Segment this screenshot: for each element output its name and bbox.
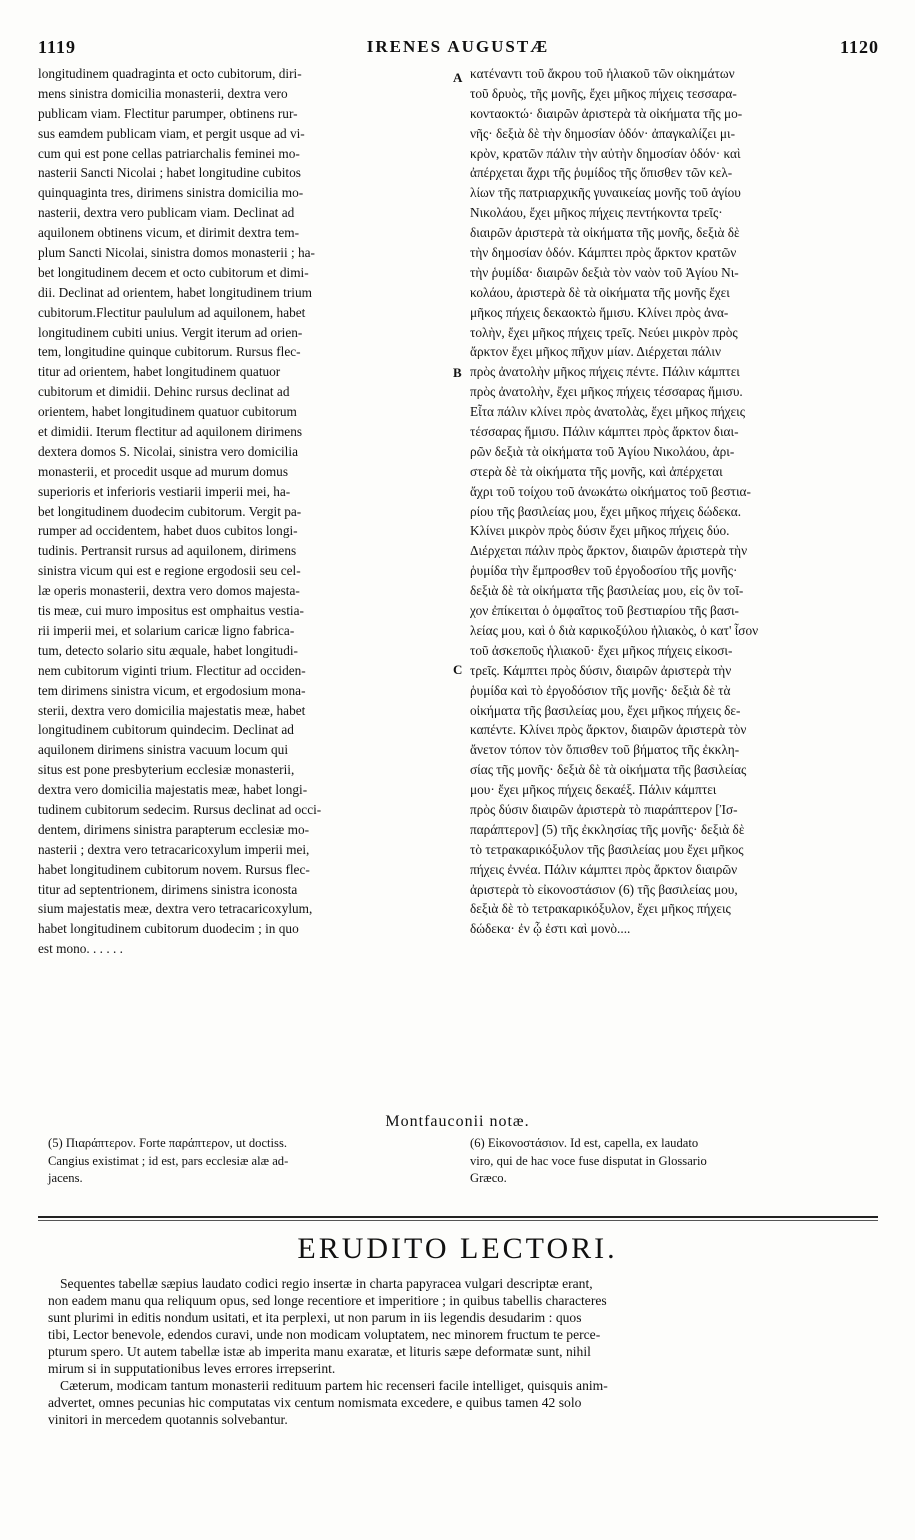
- footnote-line: Cangius existimat ; id est, pars ecclesiæ alæ ad-: [48, 1153, 289, 1168]
- greek-text-line: τὸ τετρακαρικόξυλον τῆς βασιλείας μου ἔχει μῆκος: [470, 841, 744, 857]
- footnote-line: viro, qui de hac voce fuse disputat in Glossario: [470, 1153, 707, 1168]
- latin-text-line: læ operis monasterii, dextra vero domos majesta-: [38, 583, 300, 599]
- latin-text-line: publicam viam. Flectitur parumper, obtinens rur-: [38, 105, 298, 121]
- latin-text-line: sus eamdem publicam viam, et pergit usque ad vi-: [38, 125, 305, 141]
- latin-text-line: tem dirimens sinistra vicum, et ergodosium mona-: [38, 682, 306, 698]
- greek-text-line: Κλίνει μικρὸν πρὸς δύσιν ἔχει μῆκος πήχεις δύο.: [470, 523, 730, 539]
- latin-text-line: et dimidii. Iterum flectitur ad aquilonem dirimens: [38, 424, 303, 440]
- latin-text-line: tem, longitudine quinque cubitorum. Rursus flec-: [38, 344, 301, 360]
- greek-text-line: ρῶν δεξιὰ τὰ οἰκήματα τοῦ Ἁγίου Νικολάου, ἀρι-: [470, 443, 735, 459]
- latin-text-line: longitudinem cubitorum quindecim. Declinat ad: [38, 722, 294, 738]
- latin-text-line: sium majestatis meæ, dextra vero tetracaricoxylum,: [38, 901, 313, 917]
- paragraph-line: Cæterum, modicam tantum monasterii redituum partem hic recenseri facile intelliget, quisquis anim-: [60, 1378, 608, 1393]
- latin-text-line: plum Sancti Nicolai, sinistra domos monasterii ; ha-: [38, 245, 315, 261]
- greek-text-line: ἄχρι τοῦ τοίχου τοῦ ἀνωκάτω οἰκήματος τοῦ βεστια-: [470, 483, 751, 499]
- latin-text-line: longitudinem cubiti unius. Vergit iterum ad orien-: [38, 324, 303, 340]
- latin-text-line: nasterii ; dextra vero tetracaricoxylum imperii mei,: [38, 841, 310, 857]
- paragraph-line: pturum spero. Ut autem tabellæ istæ ab imperita manu exaratæ, et lituris sæpe deformatæ sunt, nihil: [48, 1344, 591, 1359]
- latin-text-line: longitudinem quadraginta et octo cubitorum, diri-: [38, 66, 302, 81]
- greek-text-line: τοῦ ἀσκεποῦς ἡλιακοῦ· ἔχει μῆκος πήχεις εἰκοσι-: [470, 642, 733, 658]
- latin-text-line: est mono. . . . . .: [38, 941, 123, 957]
- greek-text-line: τοῦ δρυὸς, τῆς μονῆς, ἔχει μῆκος πήχεις τεσσαρα-: [470, 85, 737, 101]
- section-marker-c: C: [453, 662, 463, 677]
- section-marker-a: A: [453, 70, 463, 85]
- latin-text-line: rumper ad occidentem, habet duos cubitos longi-: [38, 523, 298, 539]
- footnote-line: jacens.: [48, 1171, 83, 1185]
- erudito-lectori-body: [48, 1275, 878, 1428]
- greek-text-line: τὴν ῥυμίδα· διαιρῶν δεξιὰ τὸν ναὸν τοῦ Ἁγίου Νι-: [470, 264, 739, 280]
- notes-heading: Montfauconii notæ.: [385, 1113, 530, 1130]
- running-title: IRENES AUGUSTÆ: [366, 37, 550, 56]
- greek-text-line: ῥυμίδα καὶ τὸ ἐργοδόσιον τῆς μονῆς· δεξιὰ δὲ τὰ: [470, 682, 731, 698]
- footnote-line: (5) Πιαράπτερον. Forte παράπτερον, ut doctiss.: [48, 1136, 288, 1150]
- greek-text-line: διαιρῶν ἀριστερὰ τὰ οἰκήματα τῆς μονῆς, δεξιὰ δὲ: [470, 225, 740, 241]
- latin-text-line: nasterii, dextra vero publicam viam. Declinat ad: [38, 205, 295, 221]
- greek-text-line: πρὸς δύσιν διαιρῶν ἀριστερὰ τὸ πιαράπτερον [Ἰσ-: [470, 801, 738, 817]
- greek-text-line: λίων τῆς πατριαρχικῆς γυναικείας μονῆς τοῦ ἁγίου: [470, 185, 741, 201]
- right-page-number: 1120: [839, 36, 879, 57]
- greek-text-line: τὴν δημοσίαν ὁδόν. Κάμπτει πρὸς ἄρκτον κρατῶν: [470, 245, 737, 261]
- paragraph-line: tibi, Lector benevole, edendos curavi, unde non modicam voluptatem, nec minorem fructum te perce-: [48, 1327, 601, 1342]
- footnote-line: Græco.: [470, 1171, 507, 1185]
- greek-text-line: λείας μου, καὶ ὁ διὰ καρικοξύλου ἡλιακὸς, ὁ κατ' ἶσον: [470, 622, 759, 638]
- greek-text-line: δεξιὰ δὲ τὰ οἰκήματα τῆς βασιλείας μου, εἰς ὃν τοῖ-: [470, 583, 744, 599]
- paragraph-line: vinitori in mercedem quotannis solvebantur.: [48, 1412, 288, 1427]
- greek-text-line: οἰκήματα τῆς βασιλείας μου, ἔχει μῆκος πήχεις δε-: [470, 702, 741, 718]
- greek-text-line: παράπτερον] (5) τῆς ἐκκλησίας τῆς μονῆς· δεξιὰ δὲ: [470, 821, 745, 837]
- section-divider-thin: [38, 1220, 878, 1221]
- section-marker-b: B: [453, 365, 462, 380]
- footnote-6: [470, 1135, 880, 1188]
- latin-text-line: sinistra vicum qui est e regione ergodosii seu cel-: [38, 563, 301, 579]
- greek-text-line: Διέρχεται πάλιν πρὸς ἄρκτον, διαιρῶν ἀριστερὰ τὴν: [470, 543, 748, 559]
- latin-text-line: mens sinistra domicilia monasterii, dextra vero: [38, 85, 288, 101]
- latin-text-line: situs est pone presbyterium ecclesiæ monasterii,: [38, 762, 295, 778]
- latin-text-line: tudinis. Pertransit rursus ad aquilonem, dirimens: [38, 543, 297, 559]
- latin-text-line: bet longitudinem decem et octo cubitorum et dimi-: [38, 264, 309, 280]
- greek-text-line: πρὸς ἀνατολὴν μῆκος πήχεις πέντε. Πάλιν κάμπτει: [470, 364, 740, 380]
- latin-text-line: dextera domos S. Nicolai, sinistra vero domicilia: [38, 443, 298, 459]
- greek-text-line: Νικολάου, ἔχει μῆκος πήχεις πεντήκοντα τρεῖς·: [470, 205, 723, 221]
- section-divider: [38, 1216, 878, 1218]
- latin-text-line: orientem, habet longitudinem quatuor cubitorum: [38, 404, 297, 420]
- greek-text-line: ἀπέρχεται ἄχρι τῆς ῥυμίδος τῆς ὄπισθεν τῶν κελ-: [470, 165, 733, 181]
- greek-text-line: τέσσαρας ἥμισυ. Πάλιν κάμπτει πρὸς ἄρκτον διαι-: [470, 424, 739, 440]
- latin-text-line: dentem, dirimens sinistra parapterum ecclesiæ mo-: [38, 821, 310, 837]
- greek-text-line: νῆς· δεξιὰ δὲ τὴν δημοσίαν ὁδόν· ἀπαγκαλίζει μι-: [470, 125, 736, 141]
- greek-text-line: μου· ἔχει μῆκος πήχεις δεκαέξ. Πάλιν κάμπτει: [470, 782, 717, 798]
- greek-text-line: σίας τῆς μονῆς· δεξιὰ δὲ τὰ οἰκήματα τῆς βασιλείας: [470, 762, 747, 778]
- latin-text-line: quinquaginta tres, dirimens sinistra domicilia mo-: [38, 185, 304, 201]
- running-header: [38, 32, 879, 62]
- greek-text-line: πρὸς ἀνατολὴν, ἔχει μῆκος πήχεις τέσσαρας ἥμισυ.: [470, 384, 743, 400]
- latin-text-line: monasterii, et procedit usque ad murum domus: [38, 463, 289, 479]
- footnote-line: (6) Εἰκονοστάσιον. Id est, capella, ex laudato: [470, 1136, 699, 1150]
- latin-text-line: cubitorum.Flectitur paululum ad aquilonem, habet: [38, 304, 306, 320]
- greek-text-line: κονταοκτώ· διαιρῶν ἀριστερὰ τὰ οἰκήματα τῆς μο-: [470, 105, 743, 121]
- footnote-5: [48, 1135, 443, 1188]
- paragraph-line: non eadem manu qua reliquum opus, sed longe recentiore et imperitiore ; in quibus tabellis characteres: [48, 1293, 607, 1308]
- latin-text-line: nem cubitorum viginti trium. Flectitur ad occiden-: [38, 662, 306, 678]
- latin-text-line: tis meæ, cui muro impositus est omphaitus vestia-: [38, 603, 304, 619]
- latin-text-line: aquilonem obtinens vicum, et dirimit dextra tem-: [38, 225, 300, 241]
- greek-text-line: ἀριστερὰ τὸ εἰκονοστάσιον (6) τῆς βασιλείας μου,: [470, 881, 738, 897]
- greek-text-line: ἄνετον τόπον τὸν ὄπισθεν τοῦ βήματος τῆς ἐκκλη-: [470, 742, 740, 758]
- greek-text-line: κολάου, ἀριστερὰ δὲ τὰ οἰκήματα τῆς μονῆς ἔχει: [470, 284, 730, 300]
- paragraph-line: mirum si in supputationibus leves errores irrepserint.: [48, 1361, 336, 1376]
- greek-text-line: πήχεις ἐννέα. Πάλιν κάμπτει πρὸς ἄρκτον διαιρῶν: [470, 861, 738, 877]
- latin-text-line: dextra vero domicilia majestatis meæ, habet longi-: [38, 782, 308, 798]
- greek-text-line: ρίου τῆς βασιλείας μου, ἔχει μῆκος πήχεις δώδεκα.: [470, 503, 742, 519]
- greek-text-line: Εἶτα πάλιν κλίνει πρὸς ἀνατολὰς, ἔχει μῆκος πήχεις: [470, 404, 745, 420]
- latin-text-line: tudinem cubitorum sedecim. Rursus declinat ad occi-: [38, 801, 322, 817]
- paragraph-line: sunt plurimi in editis nondum usitati, et ita perplexi, ut non parum in iis legendis desudarim : quos: [48, 1310, 582, 1325]
- latin-text-line: sterii, dextra vero domicilia majestatis meæ, habet: [38, 702, 306, 718]
- greek-text-line: κατέναντι τοῦ ἄκρου τοῦ ἡλιακοῦ τῶν οἰκημάτων: [470, 66, 735, 81]
- latin-text-line: habet longitudinem cubitorum novem. Rursus flec-: [38, 861, 310, 877]
- latin-text-line: cum qui est pone cellas patriarchalis feminei mo-: [38, 145, 300, 161]
- greek-text-line: τολὴν, ἔχει μῆκος πήχεις τρεῖς. Νεύει μικρὸν πρὸς: [470, 324, 738, 340]
- greek-text-line: δεξιὰ δὲ τὸ τετρακαρικόξυλον, ἔχει μῆκος πήχεις: [470, 901, 731, 917]
- greek-text-line: μῆκος πήχεις δεκαοκτὼ ἥμισυ. Κλίνει πρὸς ἀνα-: [470, 304, 729, 320]
- greek-text-line: ἄρκτον ἔχει μῆκος πῆχυν μίαν. Διέρχεται πάλιν: [470, 344, 722, 360]
- greek-text-line: καπέντε. Κλίνει πρὸς ἄρκτον, διαιρῶν ἀριστερὰ τὸν: [470, 722, 747, 738]
- latin-text-line: titur ad orientem, habet longitudinem quatuor: [38, 364, 281, 380]
- greek-text-column: [470, 64, 880, 939]
- latin-text-line: titur ad septentrionem, dirimens sinistra iconosta: [38, 881, 298, 897]
- erudito-lectori-heading: ERUDITO LECTORI.: [297, 1232, 618, 1265]
- greek-text-line: δώδεκα· ἐν ᾧ ἐστι καὶ μονὸ....: [470, 921, 631, 937]
- latin-text-line: dii. Declinat ad orientem, habet longitudinem trium: [38, 284, 312, 300]
- paragraph-line: Sequentes tabellæ sæpius laudato codici regio insertæ in charta papyracea vulgari descriptæ erant,: [60, 1276, 593, 1291]
- latin-text-line: rii imperii mei, et solarium caricæ ligno fabrica-: [38, 622, 295, 638]
- left-page-number: 1119: [38, 36, 77, 57]
- latin-text-line: cubitorum et dimidii. Dehinc rursus declinat ad: [38, 384, 290, 400]
- latin-text-line: superioris et inferioris vestiarii imperii mei, ha-: [38, 483, 291, 499]
- greek-text-line: στερὰ δὲ τὰ οἰκήματα τῆς μονῆς, καὶ ἀπέρχεται: [470, 463, 723, 479]
- latin-text-line: aquilonem dirimens sinistra vacuum locum qui: [38, 742, 289, 758]
- greek-text-line: κρὸν, κρατῶν πάλιν τὴν αὐτὴν δημοσίαν ὁδόν· καὶ: [470, 145, 741, 161]
- latin-text-line: habet longitudinem cubitorum duodecim ; in quo: [38, 921, 299, 937]
- greek-text-line: ῥυμίδα τὴν ἔμπροσθεν τοῦ ἐργοδοσίου τῆς μονῆς·: [470, 563, 738, 579]
- latin-text-line: tum, detecto solario situ æquale, habet longitudi-: [38, 642, 298, 658]
- latin-text-column: [38, 64, 446, 959]
- greek-text-line: χον ἐπίκειται ὁ ὀμφαῖτος τοῦ βεστιαρίου τῆς βασι-: [470, 603, 739, 619]
- paragraph-line: advertet, omnes pecunias hic computatas vix centum nomismata excedere, e quibus tamen 42 solo: [48, 1395, 582, 1410]
- greek-text-line: τρεῖς. Κάμπτει πρὸς δύσιν, διαιρῶν ἀριστερὰ τὴν: [470, 662, 732, 678]
- latin-text-line: nasterii Sancti Nicolai ; habet longitudine cubitos: [38, 165, 301, 181]
- latin-text-line: bet longitudinem duodecim cubitorum. Vergit pa-: [38, 503, 302, 519]
